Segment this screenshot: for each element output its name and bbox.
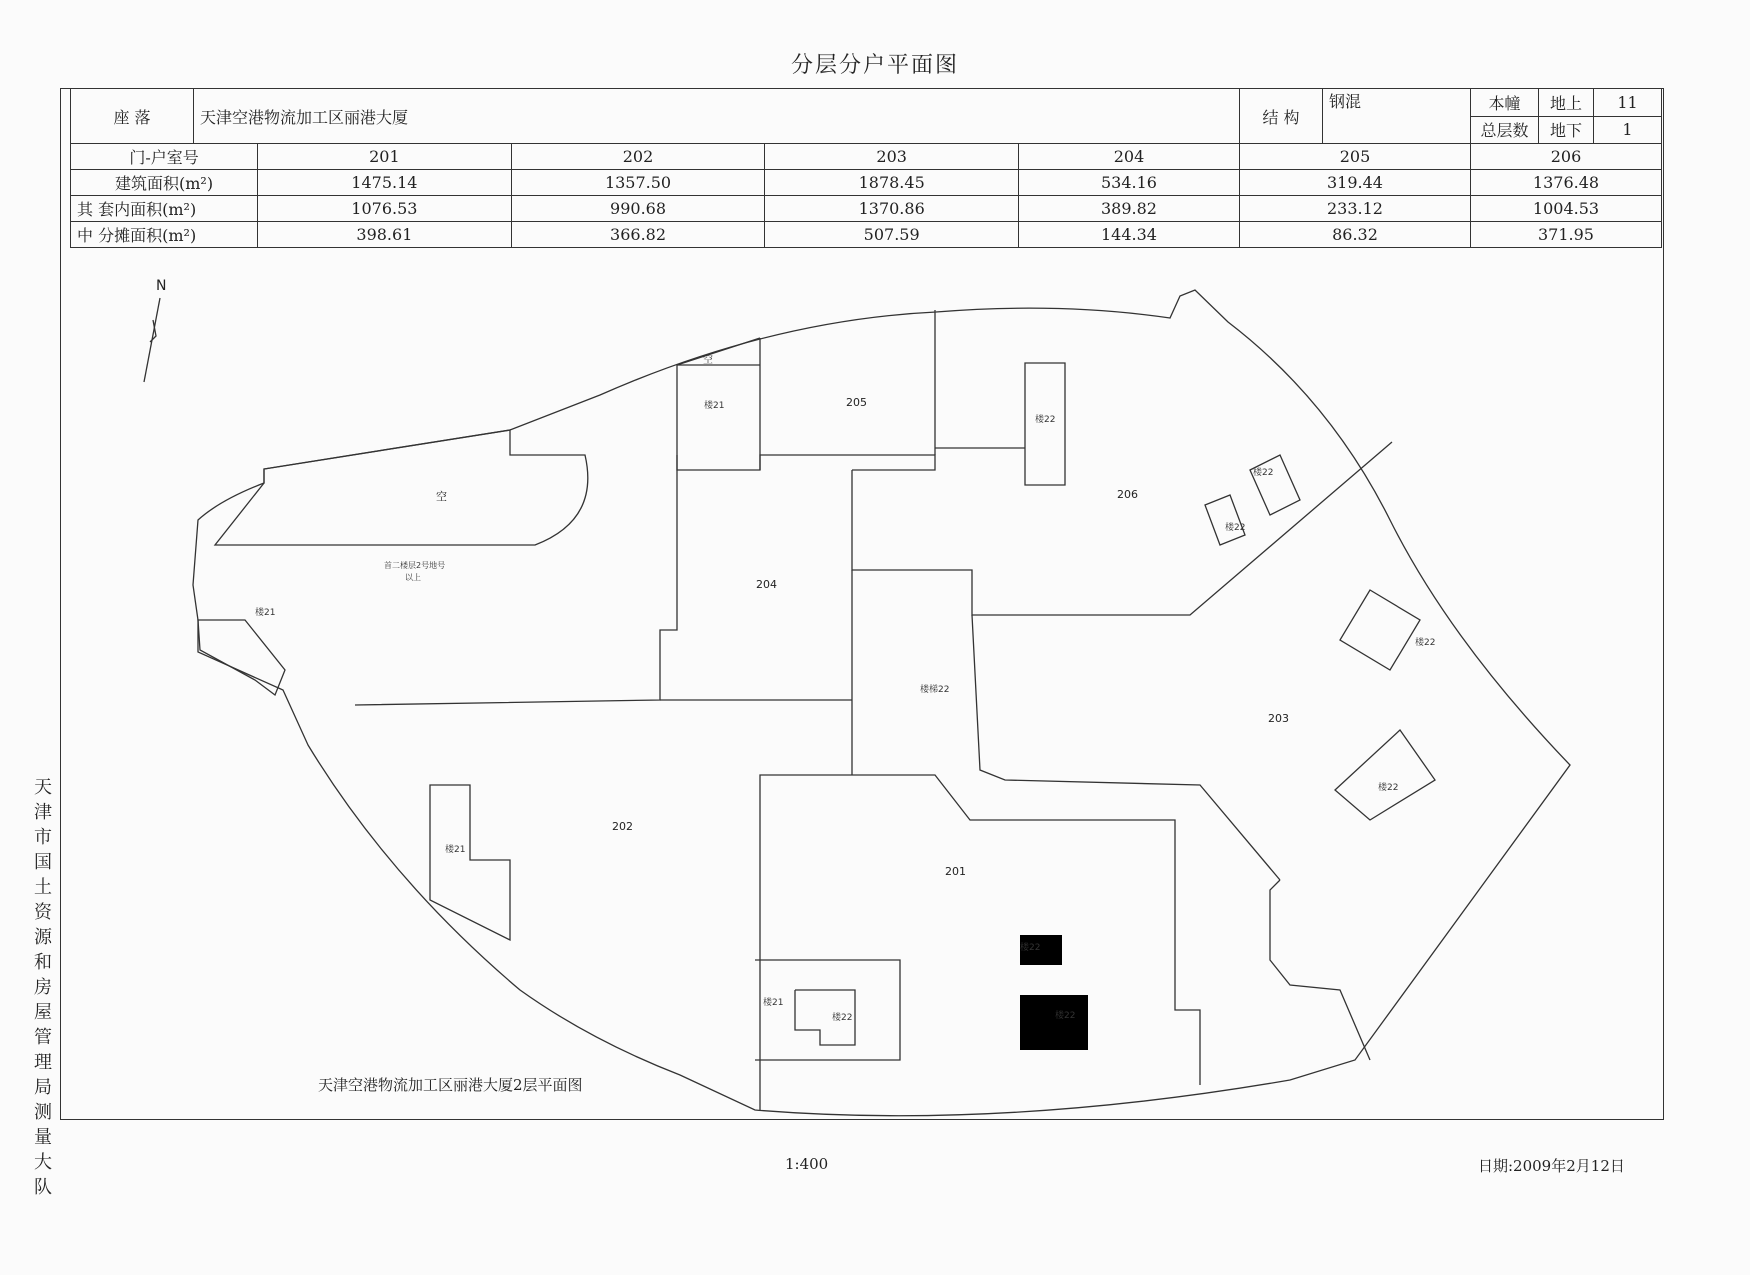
shared-area-202: 366.82 bbox=[511, 222, 765, 248]
note-line1: 首二楼层2号地号 bbox=[384, 561, 446, 570]
room-label-204: 204 bbox=[756, 578, 777, 591]
core22-label-b: 楼22 bbox=[1253, 468, 1274, 478]
void-area bbox=[215, 430, 588, 545]
qi-label: 其 bbox=[77, 200, 94, 219]
room-205: 205 bbox=[1240, 144, 1471, 170]
room-201: 201 bbox=[258, 144, 512, 170]
shared-area-205: 86.32 bbox=[1240, 222, 1471, 248]
north-arrow bbox=[144, 278, 166, 382]
building-area-206: 1376.48 bbox=[1471, 170, 1662, 196]
shared-area-201: 398.61 bbox=[258, 222, 512, 248]
floors-label-bottom: 总层数 bbox=[1471, 116, 1539, 144]
core22-label-c: 楼22 bbox=[1225, 523, 1246, 533]
core21-label-d: 楼21 bbox=[763, 998, 784, 1008]
room-label-203: 203 bbox=[1268, 712, 1289, 725]
inner-area-202: 990.68 bbox=[511, 196, 765, 222]
room-206: 206 bbox=[1471, 144, 1662, 170]
structure-label: 结 构 bbox=[1240, 89, 1323, 144]
room-label-202: 202 bbox=[612, 820, 633, 833]
room-202: 202 bbox=[511, 144, 765, 170]
structure-value: 钢混 bbox=[1323, 89, 1471, 144]
room-label-206: 206 bbox=[1117, 488, 1138, 501]
shared-area-text: 分摊面积(m²) bbox=[98, 226, 197, 245]
room-label-205: 205 bbox=[846, 396, 867, 409]
room-204: 204 bbox=[1018, 144, 1239, 170]
core22-label-h: 楼22 bbox=[832, 1013, 853, 1023]
shared-area-204: 144.34 bbox=[1018, 222, 1239, 248]
inner-area-205: 233.12 bbox=[1240, 196, 1471, 222]
core22-label-f: 楼22 bbox=[1020, 943, 1041, 953]
floors-label-top: 本幢 bbox=[1471, 89, 1539, 117]
room-label-201: 201 bbox=[945, 865, 966, 878]
north-label: N bbox=[156, 278, 167, 294]
core21-label-a: 楼21 bbox=[704, 401, 725, 411]
core21-label-c: 楼21 bbox=[445, 845, 466, 855]
building-area-202: 1357.50 bbox=[511, 170, 765, 196]
below-label: 地下 bbox=[1539, 116, 1594, 144]
core22-label-a: 楼22 bbox=[1035, 415, 1056, 425]
room-203: 203 bbox=[765, 144, 1019, 170]
building-area-204: 534.16 bbox=[1018, 170, 1239, 196]
inner-area-text: 套内面积(m²) bbox=[98, 200, 197, 219]
room-label: 门-户室号 bbox=[71, 144, 258, 170]
inner-area-206: 1004.53 bbox=[1471, 196, 1662, 222]
note-line2: 以上 bbox=[405, 573, 421, 582]
shared-area-206: 371.95 bbox=[1471, 222, 1662, 248]
inner-area-204: 389.82 bbox=[1018, 196, 1239, 222]
stair22-label: 楼梯22 bbox=[920, 685, 950, 695]
inner-area-203: 1370.86 bbox=[765, 196, 1019, 222]
above-value: 11 bbox=[1594, 89, 1662, 117]
above-label: 地上 bbox=[1539, 89, 1594, 117]
building-area-label: 建筑面积(m²) bbox=[71, 170, 258, 196]
building-area-203: 1878.45 bbox=[765, 170, 1019, 196]
location-value: 天津空港物流加工区丽港大厦 bbox=[194, 89, 1240, 144]
shared-area-203: 507.59 bbox=[765, 222, 1019, 248]
building-area-205: 319.44 bbox=[1240, 170, 1471, 196]
location-label: 座 落 bbox=[71, 89, 194, 144]
zhong-label: 中 bbox=[77, 226, 94, 245]
scale-label: 1:400 bbox=[785, 1155, 829, 1173]
building-outline bbox=[193, 290, 1570, 1116]
void-small-label: 空 bbox=[703, 355, 713, 366]
building-area-201: 1475.14 bbox=[258, 170, 512, 196]
page-title: 分层分户平面图 bbox=[790, 53, 959, 78]
void-label: 空 bbox=[436, 490, 447, 503]
core21-label-b: 楼21 bbox=[255, 608, 276, 618]
date-label: 日期:2009年2月12日 bbox=[1478, 1157, 1625, 1175]
wall-204-top bbox=[677, 365, 935, 470]
core22-label-d: 楼22 bbox=[1415, 638, 1436, 648]
plan-caption: 天津空港物流加工区丽港大厦2层平面图 bbox=[318, 1076, 583, 1094]
survey-team-label: 天津市国土资源和房屋管理局测量大队 bbox=[34, 777, 52, 1198]
inner-area-201: 1076.53 bbox=[258, 196, 512, 222]
core22-label-e: 楼22 bbox=[1378, 783, 1399, 793]
core22-label-g: 楼22 bbox=[1055, 1011, 1076, 1021]
below-value: 1 bbox=[1594, 116, 1662, 144]
